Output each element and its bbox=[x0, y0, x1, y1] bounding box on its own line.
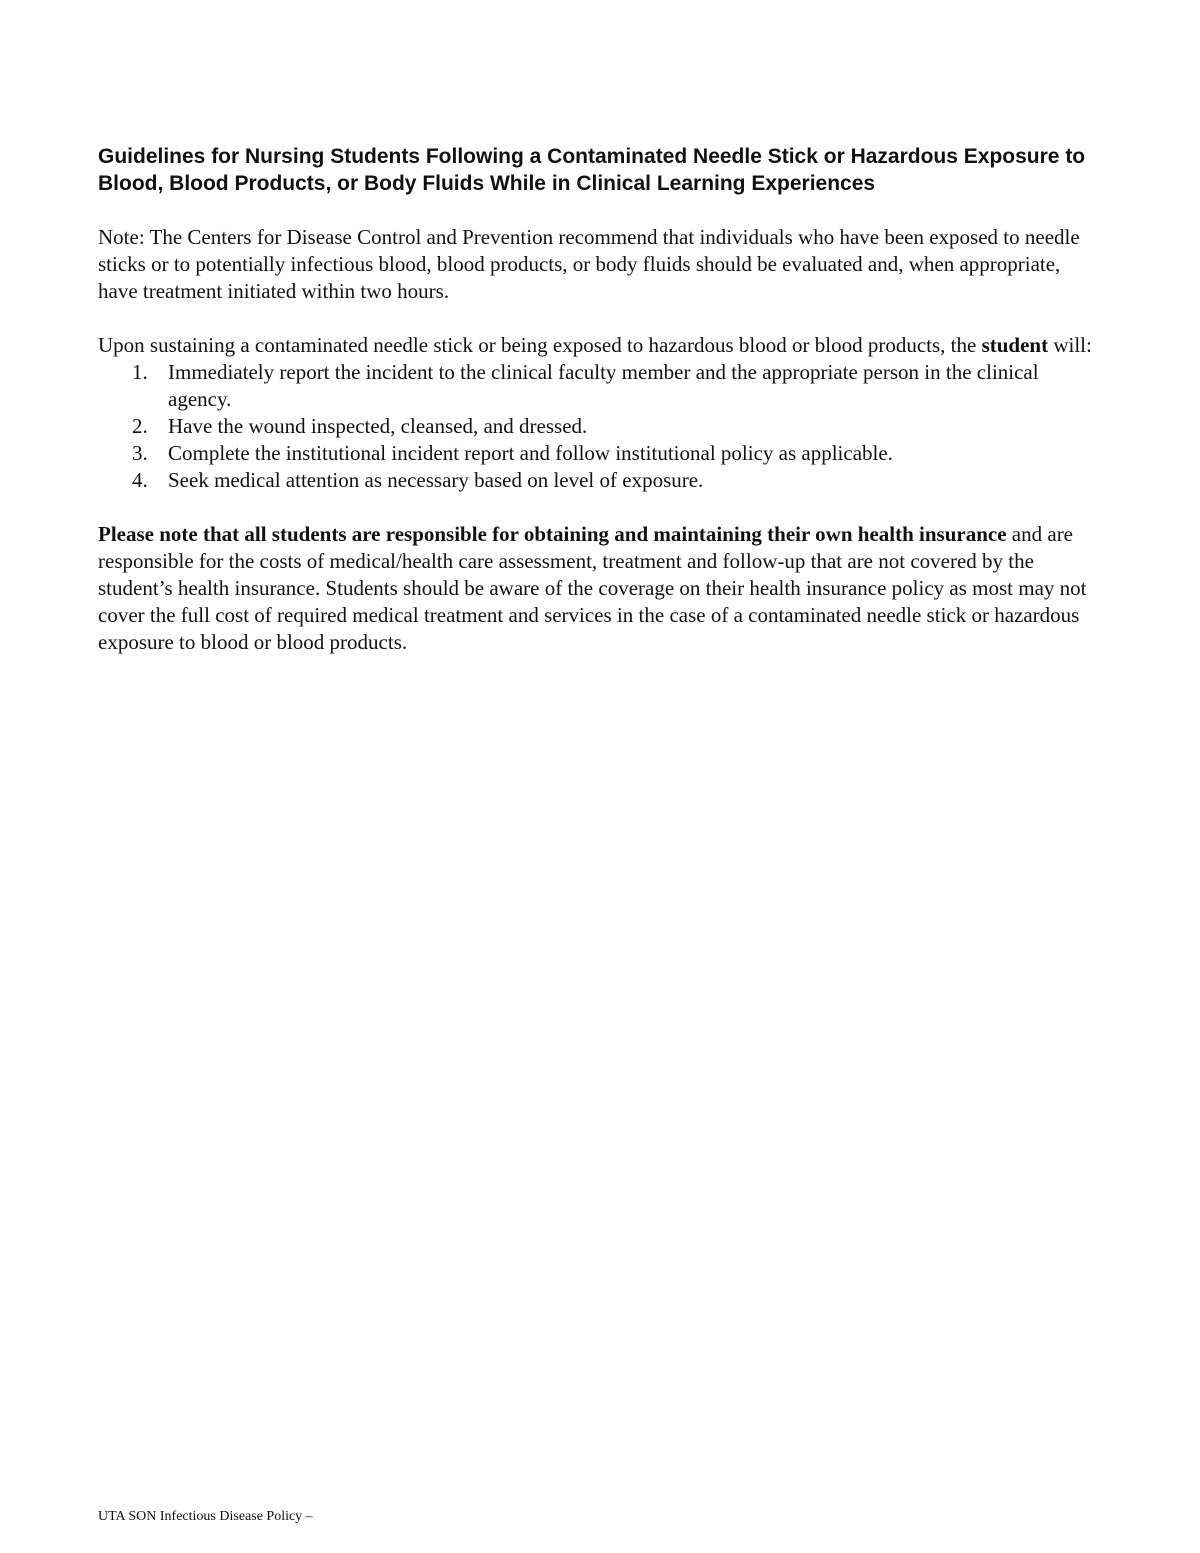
list-item-number: 2. bbox=[132, 414, 148, 438]
spacer bbox=[98, 305, 1093, 332]
list-item-text: Seek medical attention as necessary based on level of exposure. bbox=[168, 468, 704, 492]
intro-paragraph bbox=[98, 332, 1093, 359]
list-item-number: 3. bbox=[132, 441, 148, 465]
document-body bbox=[98, 143, 1093, 656]
steps-list bbox=[98, 359, 1093, 494]
list-item bbox=[98, 413, 1093, 440]
list-item-number: 4. bbox=[132, 468, 148, 492]
document-title: Guidelines for Nursing Students Following a Contaminated Needle Stick or Hazardous Exposure to Blood, Blood Products, or Body Fluids While in Clinical Learning Experiences bbox=[98, 145, 1086, 195]
list-item-number: 1. bbox=[132, 360, 148, 384]
list-item bbox=[98, 359, 1093, 413]
list-item bbox=[98, 467, 1093, 494]
insurance-text: and are responsible for the costs of medical/health care assessment, treatment and follow-up that are not covered by the student’s health insurance. Students should be aware of the coverage on their health insurance policy as most may not cover the full cost of required medical treatment and services in the case of a contaminated needle stick or hazardous exposure to blood or blood products. bbox=[98, 522, 1087, 654]
intro-emphasis: student bbox=[981, 333, 1049, 357]
intro-text: Upon sustaining a contaminated needle stick or being exposed to hazardous blood or blood products, the bbox=[98, 333, 982, 357]
page-footer: UTA SON Infectious Disease Policy – bbox=[98, 1509, 313, 1524]
insurance-paragraph bbox=[98, 521, 1093, 656]
intro-tail: will: bbox=[1048, 333, 1092, 357]
cdc-note: Note: The Centers for Disease Control and Prevention recommend that individuals who have been exposed to needle sticks or to potentially infectious blood, blood products, or body fluids should be evaluated and, when appropriate, have treatment initiated within two hours. bbox=[98, 225, 1080, 303]
list-item-text: Immediately report the incident to the clinical faculty member and the appropriate person in the clinical agency. bbox=[168, 360, 1039, 411]
list-item bbox=[98, 440, 1093, 467]
list-item-text: Complete the institutional incident report and follow institutional policy as applicable. bbox=[168, 441, 893, 465]
spacer bbox=[98, 494, 1093, 521]
list-item-text: Have the wound inspected, cleansed, and dressed. bbox=[168, 414, 588, 438]
insurance-emphasis: Please note that all students are responsible for obtaining and maintaining their own health insurance bbox=[98, 522, 1007, 546]
